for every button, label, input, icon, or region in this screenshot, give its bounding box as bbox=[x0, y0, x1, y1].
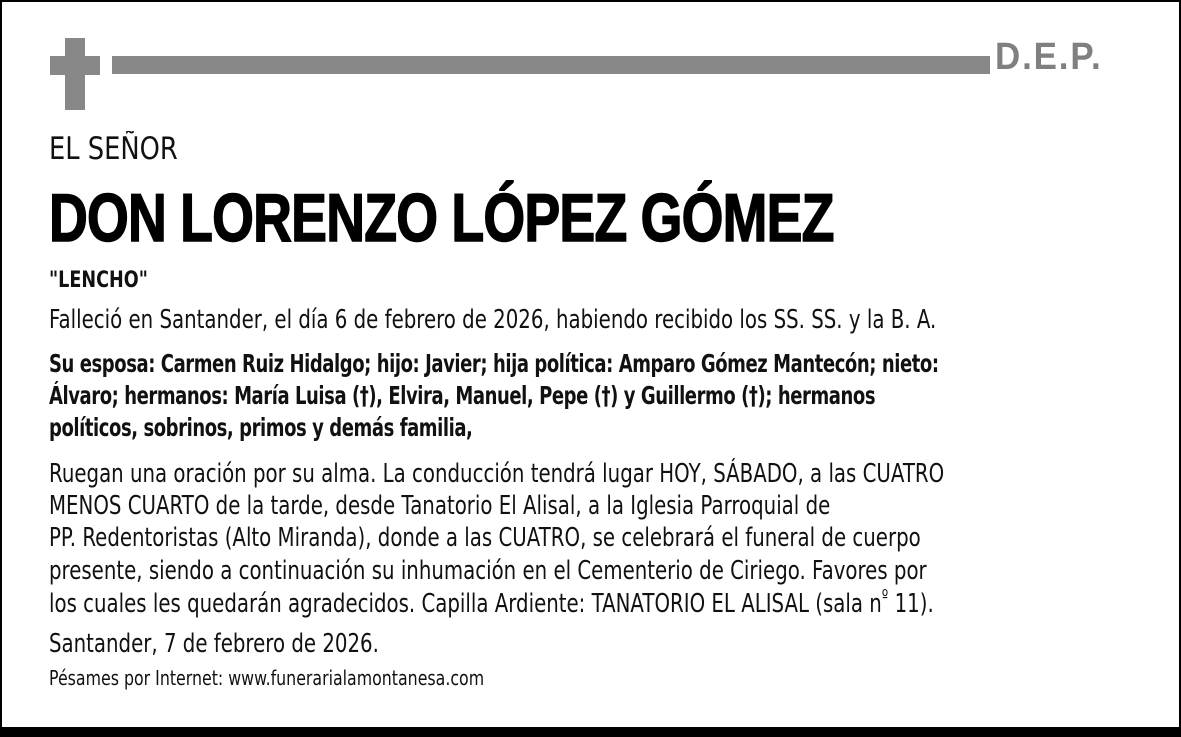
death-notice: Falleció en Santander, el día 6 de febrero de 2026, habiendo recibido los SS. SS. y la B. A. bbox=[49, 305, 937, 335]
family-line-2: Álvaro; hermanos: María Luisa (†), Elvira, Manuel, Pepe (†) y Guillermo (†); hermanos bbox=[49, 381, 876, 410]
dep-label: D.E.P. bbox=[995, 36, 1103, 78]
service-line-2: MENOS CUARTO de la tarde, desde Tanatorio El Alisal, a la Iglesia Parroquial de bbox=[49, 491, 831, 521]
service-line-5-text: los cuales les quedarán agradecidos. Capilla Ardiente: TANATORIO EL ALISAL (sala n bbox=[49, 589, 882, 619]
deceased-name: DON LORENZO LÓPEZ GÓMEZ bbox=[49, 180, 834, 256]
title-prefix: EL SEÑOR bbox=[49, 131, 178, 167]
service-line-5 bbox=[49, 588, 934, 620]
service-line-4: presente, siendo a continuación su inhumación en el Cementerio de Ciriego. Favores por bbox=[49, 556, 927, 586]
condolences-link[interactable]: Pésames por Internet: www.funerarialamontanesa.com bbox=[49, 666, 485, 690]
family-line-3: políticos, sobrinos, primos y demás familia, bbox=[49, 413, 473, 442]
service-line-5-end: 11). bbox=[888, 589, 934, 619]
place-date: Santander, 7 de febrero de 2026. bbox=[49, 629, 379, 659]
service-line-3: PP. Redentoristas (Alto Miranda), donde a las CUATRO, se celebrará el funeral de cuerpo bbox=[49, 523, 921, 553]
nickname: "LENCHO" bbox=[49, 268, 148, 293]
family-line-1: Su esposa: Carmen Ruiz Hidalgo; hijo: Javier; hija política: Amparo Gómez Mantecón; nieto: bbox=[49, 349, 939, 378]
ordinal-indicator: º bbox=[881, 586, 889, 607]
cross-icon-arm bbox=[50, 56, 100, 75]
header-rule bbox=[112, 56, 990, 74]
service-line-1: Ruegan una oración por su alma. La conducción tendrá lugar HOY, SÁBADO, a las CUATRO bbox=[49, 459, 945, 489]
